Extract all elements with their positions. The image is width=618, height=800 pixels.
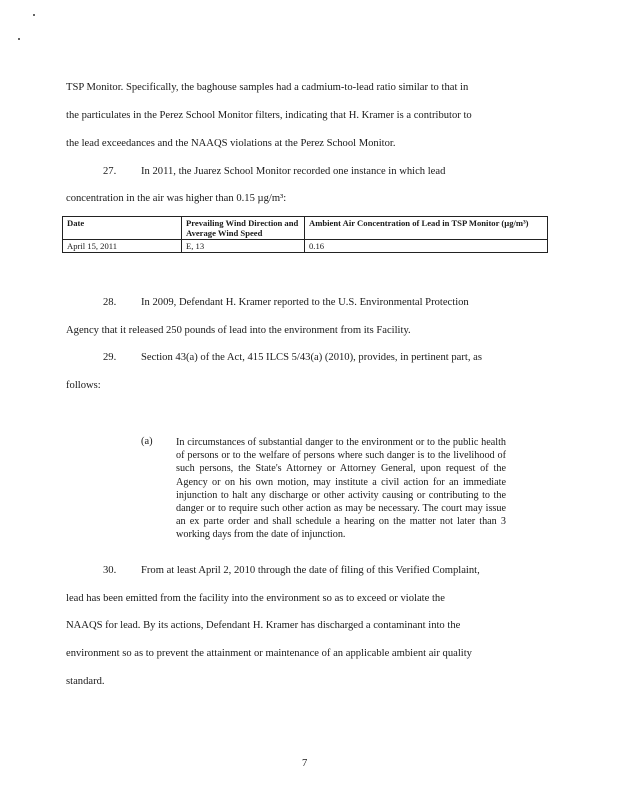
text-line: the particulates in the Perez School Monitor filters, indicating that H. Kramer is a contributor to bbox=[66, 110, 472, 121]
table-cell: April 15, 2011 bbox=[63, 240, 182, 253]
statute-quote: In circumstances of substantial danger to the environment or to the public health of persons or to the welfare of persons where such danger is to the livelihood of such persons, the State's Attorney or Attorney General, upon request of the Agency or on his own motion, may institute a civil action for an immediate injunction to halt any discharge or other activity causing or contributing to the danger or to require such other action as may be necessary. The court may issue an ex parte order and shall schedule a hearing on the matter not later than 3 working days from the date of injunction. bbox=[176, 437, 506, 541]
paragraph-number: 27. bbox=[103, 166, 117, 177]
text-line: concentration in the air was higher than 0.15 µg/m³: bbox=[66, 193, 287, 204]
paragraph-number: 28. bbox=[103, 297, 117, 308]
table-header-cell: Ambient Air Concentration of Lead in TSP Monitor (µg/m³) bbox=[305, 217, 548, 240]
text-line: follows: bbox=[66, 380, 101, 391]
table-header-row bbox=[63, 217, 548, 240]
scan-speck bbox=[33, 14, 35, 16]
text-line: environment so as to prevent the attainment or maintenance of an applicable ambient air quality bbox=[66, 648, 472, 659]
paragraph-text: From at least April 2, 2010 through the date of filing of this Verified Complaint, bbox=[141, 565, 480, 576]
text-line: the lead exceedances and the NAAQS violations at the Perez School Monitor. bbox=[66, 138, 396, 149]
text-line: TSP Monitor. Specifically, the baghouse samples had a cadmium-to-lead ratio similar to that in bbox=[66, 82, 469, 93]
paragraph-text: In 2011, the Juarez School Monitor recorded one instance in which lead bbox=[141, 166, 446, 177]
table-cell: 0.16 bbox=[305, 240, 548, 253]
page-number: 7 bbox=[302, 758, 308, 769]
paragraph-number: 30. bbox=[103, 565, 117, 576]
paragraph-number: 29. bbox=[103, 352, 117, 363]
table-header-cell: Prevailing Wind Direction and Average Wind Speed bbox=[182, 217, 305, 240]
text-line: Agency that it released 250 pounds of lead into the environment from its Facility. bbox=[66, 325, 411, 336]
lead-concentration-table bbox=[62, 216, 548, 253]
quote-label: (a) bbox=[141, 436, 153, 447]
scan-speck bbox=[18, 38, 20, 40]
table-header-cell: Date bbox=[63, 217, 182, 240]
paragraph-text: Section 43(a) of the Act, 415 ILCS 5/43(a) (2010), provides, in pertinent part, as bbox=[141, 352, 482, 363]
paragraph-text: In 2009, Defendant H. Kramer reported to the U.S. Environmental Protection bbox=[141, 297, 469, 308]
table-row bbox=[63, 240, 548, 253]
text-line: lead has been emitted from the facility into the environment so as to exceed or violate the bbox=[66, 593, 445, 604]
table-cell: E, 13 bbox=[182, 240, 305, 253]
text-line: NAAQS for lead. By its actions, Defendant H. Kramer has discharged a contaminant into the bbox=[66, 620, 461, 631]
text-line: standard. bbox=[66, 676, 105, 687]
